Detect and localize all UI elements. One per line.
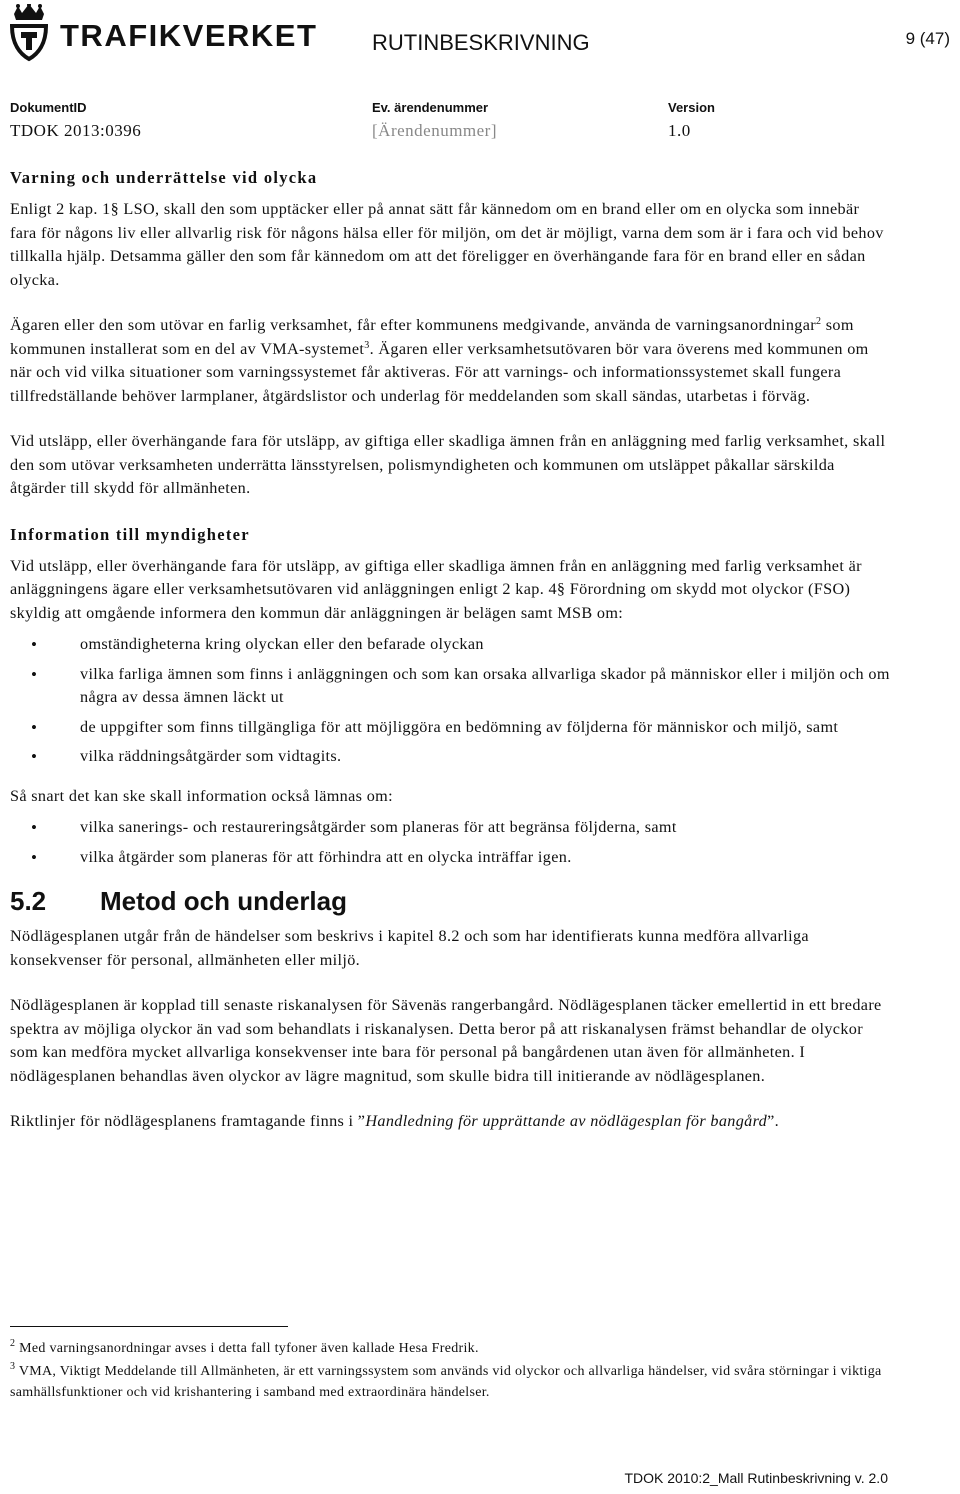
list-item: • vilka åtgärder som planeras för att förhindra att en olycka inträffar igen.: [10, 846, 890, 870]
section-heading-warning: Varning och underrättelse vid olycka: [10, 168, 318, 187]
paragraph-warning-1: Enligt 2 kap. 1§ LSO, skall den som upptäcker eller på annat sätt får kännedom om en brand eller om en olycka som innebär fara för någons liv eller allvarlig risk för någons hälsa eller för miljön, om det är möjligt, varna dem som är i fara och vid behov tillkalla hjälp. Detsamma gäller den som får kännedom om att det föreligger en överhängande fara för en brand eller en sådan olycka.: [10, 200, 884, 289]
list-item: • omständigheterna kring olyckan eller den befarade olyckan: [10, 633, 890, 657]
section-heading-info: Information till myndigheter: [10, 524, 250, 544]
meta-label-version: Version: [668, 100, 715, 115]
footnote-ref-3: 3: [364, 339, 370, 351]
paragraph-info-2: Så snart det kan ske skall information också lämnas om:: [10, 786, 393, 805]
footnote-divider: [10, 1326, 288, 1327]
meta-value-version: 1.0: [668, 121, 691, 140]
bullet-list-info: [10, 633, 890, 769]
guideline-title: Handledning för upprättande av nödlägesplan för bangård: [365, 1112, 768, 1130]
paragraph-warning-2: Ägaren eller den som utövar en farlig verksamhet, får efter kommunens medgivande, använda de varningsanordningar$^2$ som kommunen installerat som en del av VMA-systemet$^3$. Ägaren eller verksamhetsutövaren bör vara överens med kommunen om när och vid vilka situationer som varningssystemet får aktiveras. För att varnings- och informationssystemet skall fungera tillfredställande behöver larmplaner, åtgärdslistor och underlag för meddelanden som skall sändas, utarbetas i förväg.: [10, 316, 869, 405]
trafikverket-logo: [6, 4, 318, 64]
list-item: • de uppgifter som finns tillgängliga för att möjliggöra en bedömning av följderna för människor och miljö, samt: [10, 716, 890, 740]
meta-label-document-id: DokumentID: [10, 100, 87, 115]
bullet-list-measures: [10, 816, 890, 869]
paragraph-method-2: Nödlägesplanen är kopplad till senaste riskanalysen för Sävenäs rangerbangård. Nödlägesplanen täcker emellertid in ett bredare spektra av möjliga olyckor än vad som behandlats i riskanalysen. Detta beror på att riskanalysen främst behandlar de olyckor som kan medföra mycket allvarliga konsekvenser inte bara för personal på bangårdenen utan även för allmänheten. I nödlägesplanen behandlas även olyckor av lägre magnitud, som skulle bidra till initierande av nödlägesplanen.: [10, 996, 882, 1085]
meta-label-case-number: Ev. ärendenummer: [372, 100, 489, 115]
template-footer: TDOK 2010:2_Mall Rutinbeskrivning v. 2.0: [624, 1470, 888, 1486]
list-item: • vilka sanerings- och restaureringsåtgärder som planeras för att begränsa följderna, samt: [10, 816, 890, 840]
paragraph-method-1: Nödlägesplanen utgår från de händelser som beskrivs i kapitel 8.2 och som har identifierats kunna medföra allvarliga konsekvenser för personal, allmänheten eller miljö.: [10, 927, 809, 969]
list-item: • vilka farliga ämnen som finns i anläggningen och som kan orsaka allvarliga skador på människor eller i miljön och om några av dessa ämnen läckt ut: [10, 663, 890, 710]
footnote-ref-2: 2: [816, 316, 822, 327]
footnotes: [10, 1338, 890, 1405]
logo-wordmark: TRAFIKVERKET: [60, 18, 318, 53]
document-body: [10, 166, 890, 1156]
section-title: Metod och underlag: [100, 886, 347, 916]
list-item: • vilka räddningsåtgärder som vidtagits.: [10, 745, 890, 769]
footnote-2: $^2$ Med varningsanordningar avses i detta fall tyfoner även kallade Hesa Fredrik.: [10, 1338, 479, 1356]
paragraph-warning-3: Vid utsläpp, eller överhängande fara för utsläpp, av giftiga eller skadliga ämnen från en anläggning med farlig verksamhet, skall den som utövar verksamheten underrätta länsstyrelsen, polismyndigheten och kommunen om utsläppet påkallar särskilda åtgärder till skydd för allmänheten.: [10, 432, 886, 497]
section-number: 5.2: [10, 886, 47, 916]
page-number: 9 (47): [905, 29, 950, 48]
crown-logo-icon: [6, 4, 52, 62]
paragraph-info-1: Vid utsläpp, eller överhängande fara för utsläpp, av giftiga eller skadliga ämnen från en anläggning med farlig verksamhet är anläggningens ägare eller verksamhetsutövaren vid anläggningen enligt 2 kap. 4§ Förordning om skydd mot olyckor (FSO) skyldig att omgående informera den kommun där anläggningen är belägen samt MSB om:: [10, 556, 862, 622]
footnote-3: $^3$ VMA, Viktigt Meddelande till Allmänheten, är ett varningssystem som används vid olyckor och allvarliga händelser, vid svåra störningar i viktiga samhällsfunktioner och vid krishantering i samband med extraordinära händelser.: [10, 1361, 882, 1400]
meta-value-case-number: [Ärendenummer]: [372, 121, 498, 140]
paragraph-method-3: Riktlinjer för nödlägesplanens framtagande finns i ”Handledning för upprättande av nödlägesplan för bangård”.: [10, 1112, 780, 1130]
document-type: RUTINBESKRIVNING: [372, 30, 590, 55]
section-heading-5-2: [10, 885, 890, 917]
meta-value-document-id: TDOK 2013:0396: [10, 121, 142, 140]
